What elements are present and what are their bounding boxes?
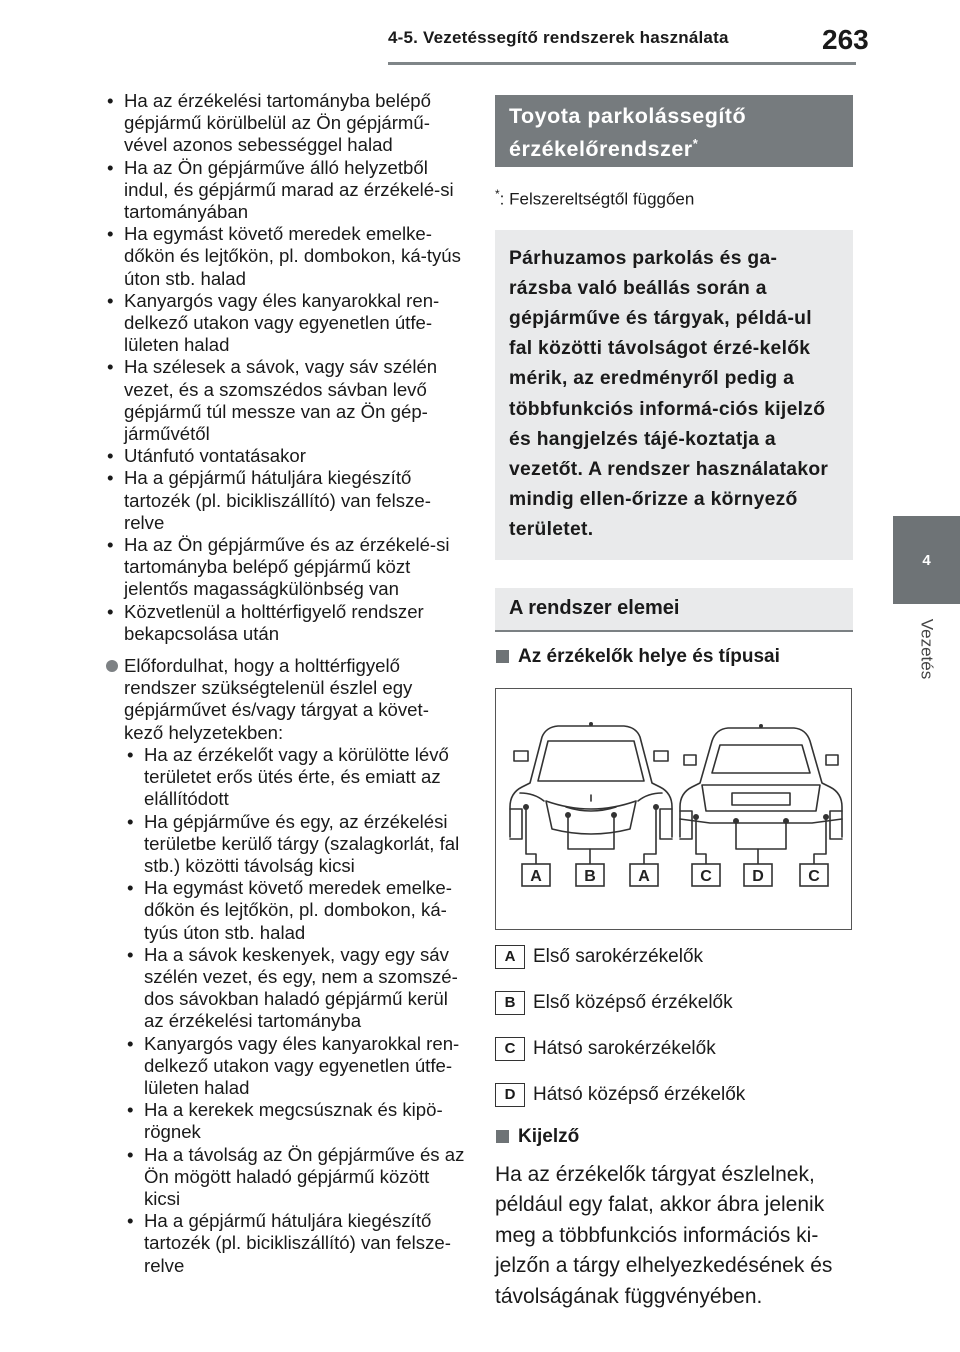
- display-description: Ha az érzékelők tárgyat észlelnek, például egy falat, akkor ábra jelenik meg a többfunkciós információs ki-jelzőn a tárgy elhelyezkedésének és távolságának függvényében.: [495, 1162, 833, 1308]
- legend-key: B: [495, 991, 525, 1015]
- figure-label: B: [584, 867, 596, 885]
- summary-box: Párhuzamos parkolás és ga-rázsba való beállás során a gépjárműve és tárgyak, példá-ul fal közötti távolságot érzé-kelők mérik, az eredményről pedig a többfunkciós informá-ciós kijelző és hangjelzés tájé-koztatja a vezetőt. A rendszer használatakor mindig ellen-őrizze a környező területet.: [495, 230, 853, 560]
- note-paragraph: [104, 655, 466, 1277]
- circle-bullet-icon: [106, 660, 118, 672]
- figure-label: C: [808, 867, 820, 885]
- legend-item: [495, 934, 853, 980]
- square-bullet-icon: [496, 1130, 509, 1143]
- subheading-display: Kijelző: [495, 1126, 853, 1148]
- bullet-list-bottom: [124, 744, 466, 1277]
- sensor-location-figure: [495, 688, 852, 930]
- chapter-label-tab: Vezetés: [917, 618, 937, 680]
- list-item: • Ha a sávok keskenyek, vagy egy sáv szélén vezet, és egy, nem a szomszé-dos sávokban haladó gépjármű kerül az érzékelési tartományba: [124, 944, 466, 1033]
- legend-item: [495, 1026, 853, 1072]
- list-item: • Kanyargós vagy éles kanyarokkal ren-delkező utakon vagy egyenetlen útfe-lületen halad: [104, 290, 466, 357]
- list-item: • Ha egymást követő meredek emelke-dőkön és lejtőkön, pl. dombokon, ká-tyús úton stb. halad: [124, 877, 466, 944]
- left-column: [104, 90, 466, 1277]
- figure-label: D: [752, 867, 764, 885]
- legend-item: [495, 1072, 853, 1118]
- list-item: • Ha a távolság az Ön gépjárműve és az Ön mögött haladó gépjármű között kicsi: [124, 1144, 466, 1211]
- legend-key: D: [495, 1083, 525, 1107]
- legend-list: [495, 934, 853, 1118]
- list-item: • Közvetlenül a holttérfigyelő rendszer bekapcsolása után: [104, 601, 466, 645]
- list-item: • Ha szélesek a sávok, vagy sáv szélén vezet, és a szomszédos sávban levő gépjármű túl messze van az Ön gép-járművétől: [104, 356, 466, 445]
- section-heading: A rendszer elemei: [495, 588, 853, 632]
- footnote: *: Felszereltségtől függően: [495, 187, 695, 209]
- bullet-list-top: [104, 90, 466, 645]
- feature-title: Toyota parkolássegítő érzékelőrendszer*: [495, 95, 853, 167]
- chapter-number-tab: 4: [893, 516, 960, 604]
- legend-text: Hátsó középső érzékelők: [533, 1083, 746, 1105]
- list-item: • Ha az Ön gépjárműve álló helyzetből indul, és gépjármű marad az érzékelé-si tartományában: [104, 157, 466, 224]
- figure-label: C: [700, 867, 712, 885]
- subheading-sensors: Az érzékelők helye és típusai: [495, 646, 853, 668]
- header-rule: [388, 62, 856, 65]
- list-item: • Ha az Ön gépjárműve és az érzékelé-si tartományba belépő gépjármű közt jelentős magasságkülönbség van: [104, 534, 466, 601]
- list-item: • Ha a gépjármű hátuljára kiegészítő tartozék (pl. bicikliszállító) van felsze-relve: [104, 467, 466, 534]
- list-item: • Ha gépjárműve és egy, az érzékelési területbe kerülő tárgy (szalagkorlát, fal stb.) közötti távolság kicsi: [124, 811, 466, 878]
- list-item: • Ha az érzékelőt vagy a körülötte lévő területet erős ütés érte, és emiatt az elállítódott: [124, 744, 466, 811]
- legend-key: A: [495, 945, 525, 969]
- figure-label: A: [530, 867, 542, 885]
- note-intro: Előfordulhat, hogy a holttérfigyelő rendszer szükségtelenül észlel egy gépjárművet és/vagy tárgyat a követ-kező helyzetekben:: [124, 655, 429, 743]
- list-item: • Ha a gépjármű hátuljára kiegészítő tartozék (pl. bicikliszállító) van felsze-relve: [124, 1210, 466, 1277]
- legend-text: Első középső érzékelők: [533, 991, 733, 1013]
- square-bullet-icon: [496, 650, 509, 663]
- legend-item: [495, 980, 853, 1026]
- list-item: • Ha egymást követő meredek emelke-dőkön és lejtőkön, pl. dombokon, ká-tyús úton stb. halad: [104, 223, 466, 290]
- right-column: [495, 95, 853, 1312]
- legend-key: C: [495, 1037, 525, 1061]
- legend-text: Első sarokérzékelők: [533, 945, 704, 967]
- section-title: 4-5. Vezetéssegítő rendszerek használata: [388, 28, 729, 47]
- legend-text: Hátsó sarokérzékelők: [533, 1037, 716, 1059]
- page-number: 263: [822, 24, 869, 55]
- list-item: • Ha a kerekek megcsúsznak és kipö-rögnek: [124, 1099, 466, 1143]
- figure-label: A: [638, 867, 650, 885]
- car-illustration: [496, 689, 851, 929]
- list-item: • Utánfutó vontatásakor: [104, 445, 466, 467]
- list-item: • Kanyargós vagy éles kanyarokkal ren-delkező utakon vagy egyenetlen útfe-lületen halad: [124, 1033, 466, 1100]
- figure-label-boxes: [522, 864, 828, 886]
- list-item: • Ha az érzékelési tartományba belépő gépjármű körülbelül az Ön gépjármű-vével azonos sebességgel halad: [104, 90, 466, 157]
